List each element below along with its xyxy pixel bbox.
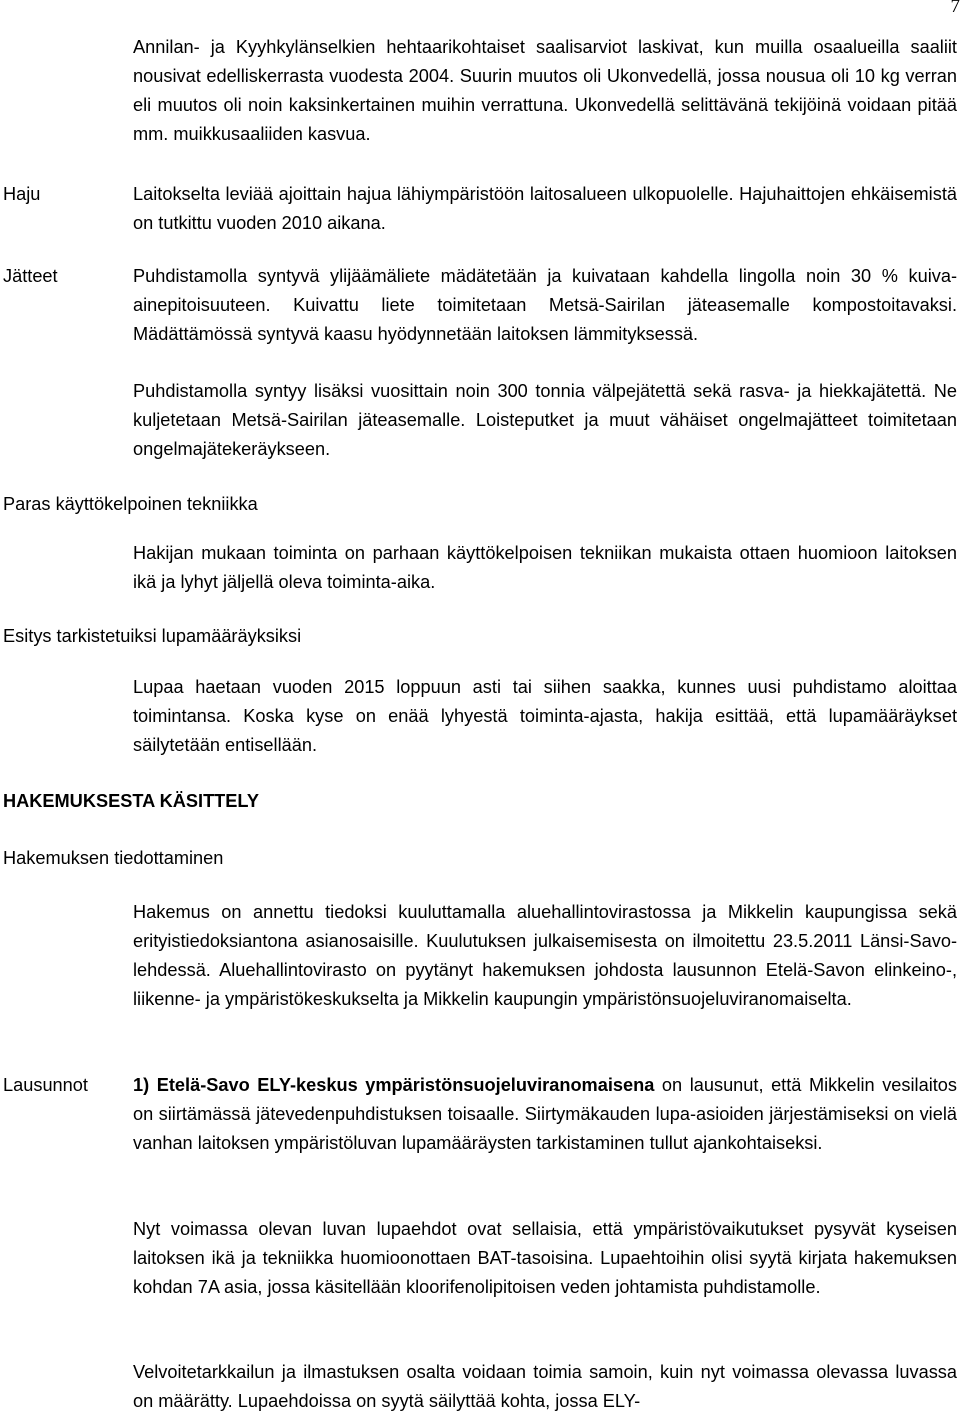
- statement-paragraph-1-text: on lausunut, että Mikkelin vesilaitos on siirtämässä jätevedenpuhdistuksen toisaalle. Siirtymäkauden lupa-asioiden järjestämiseksi on vielä vanhan laitoksen ympäristöluvan lupamääräysten tarkistaminen tullut ajankohtaiseksi.: [133, 1075, 958, 1153]
- notification-paragraph: Hakemus on annettu tiedoksi kuuluttamalla aluehallintovirastossa ja Mikkelin kaupungissa sekä erityistiedoksiantona asianosaisille. Kuulutuksen julkaisemisesta on ilmoitettu 23.5.2011 Länsi-Savo-lehdessä. Aluehallintovirasto on pyytänyt hakemuksen johdosta lausunnon Etelä-Savon elinkeino-, liikenne- ja ympäristökeskukselta ja Mikkelin kaupungin ympäristönsuojeluviranomaiselta.: [133, 902, 957, 1009]
- proposal-paragraph: Lupaa haetaan vuoden 2015 loppuun asti tai siihen saakka, kunnes uusi puhdistamo aloittaa toimintansa. Koska kyse on enää lyhyestä toiminta-ajasta, hakija esittää, että lupamääräykset säilytetään entisellään.: [133, 677, 957, 755]
- jatteet-label: Jätteet: [3, 266, 58, 286]
- bat-paragraph: Hakijan mukaan toiminta on parhaan käyttökelpoisen tekniikan mukaista ottaen huomioon laitoksen ikä ja lyhyt jäljellä oleva toiminta-aika.: [133, 543, 957, 592]
- statement-paragraph-3: Velvoitetarkkailun ja ilmastuksen osalta voidaan toimia samoin, kuin nyt voimassa olevassa luvassa on määrätty. Lupaehdoissa on syytä säilyttää kohta, jossa ELY-: [133, 1362, 957, 1411]
- jatteet-paragraph-1: Puhdistamolla syntyvä ylijäämäliete mädätetään ja kuivataan kahdella lingolla noin 30 % kuiva-ainepitoisuuteen. Kuivattu liete toimitetaan Metsä-Sairilan jäteasemalle kompostoitavaksi. Mädättämössä syntyvä kaasu hyödynnetään laitoksen lämmityksessä.: [133, 266, 957, 344]
- jatteet-paragraph-2: Puhdistamolla syntyy lisäksi vuosittain noin 300 tonnia välpejätettä sekä rasva- ja hiekkajätettä. Ne kuljetetaan Metsä-Sairilan jäteasemalle. Loisteputket ja muut vähäiset ongelmajätteet toimitetaan ongelmajätekeräykseen.: [133, 381, 957, 459]
- notification-subheading: Hakemuksen tiedottaminen: [3, 848, 224, 868]
- statement-paragraph-2: Nyt voimassa olevan luvan lupaehdot ovat sellaisia, että ympäristövaikutukset pysyvät kyseisen laitoksen ikä ja tekniikka huomioonottaen BAT-tasoisina. Lupaehtoihin olisi syytä kirjata hakemuksen kohdan 7A asia, jossa käsitellään kloorifenolipitoisen veden johtamista puhdistamolle.: [133, 1219, 957, 1297]
- bat-heading: Paras käyttökelpoinen tekniikka: [3, 494, 258, 514]
- page-number: 7: [950, 0, 960, 17]
- statements-label: Lausunnot: [3, 1075, 88, 1095]
- haju-paragraph: Laitokselta leviää ajoittain hajua lähiympäristöön laitosalueen ulkopuolelle. Hajuhaittojen ehkäisemistä on tutkittu vuoden 2010 aikana.: [133, 184, 957, 233]
- statement-paragraph-1: [133, 1071, 957, 1158]
- proposal-heading: Esitys tarkistetuiksi lupamääräyksiksi: [3, 626, 302, 646]
- statement-authority: 1) Etelä-Savo ELY-keskus ympäristönsuojeluviranomaisena: [133, 1075, 655, 1095]
- haju-label: Haju: [3, 184, 41, 204]
- intro-paragraph: Annilan- ja Kyyhkylänselkien hehtaarikohtaiset saalisarviot laskivat, kun muilla osaalueilla saaliit nousivat edelliskerrasta vuodesta 2004. Suurin muutos oli Ukonvedellä, jossa nousua oli 10 kg verran eli muutos oli noin kaksinkertainen muihin verrattuna. Ukonvedellä selittävänä tekijöinä voidaan pitää mm. muikkusaaliiden kasvua.: [133, 37, 957, 144]
- processing-heading: HAKEMUKSESTA KÄSITTELY: [3, 791, 259, 811]
